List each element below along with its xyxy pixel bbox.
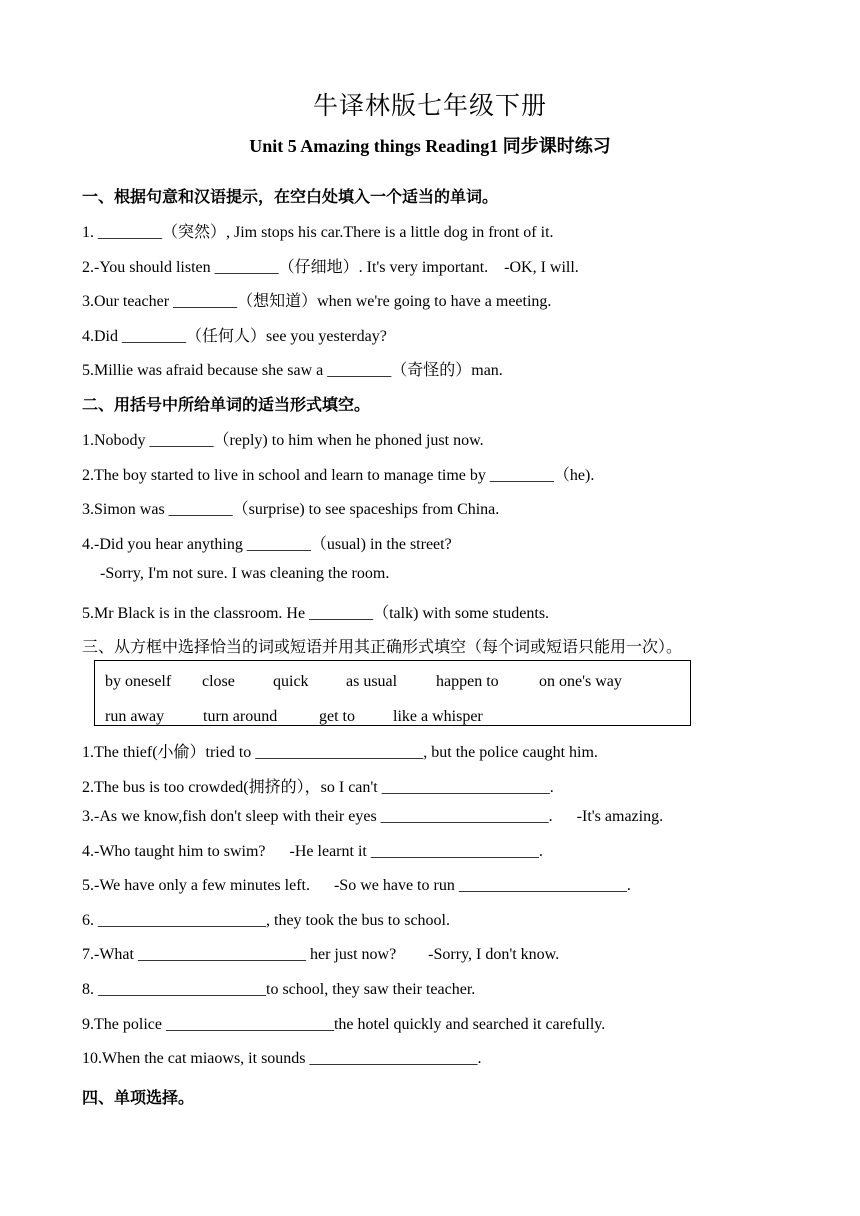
section-4-heading: 四、单项选择。: [82, 1088, 195, 1107]
section-3-item: 6. _____________________, they took the bus to school.: [82, 912, 450, 929]
word-bank-item: by oneself: [105, 673, 172, 690]
word-bank-item: get to: [319, 708, 355, 725]
section-3-item: 9.The police _____________________the hotel quickly and searched it carefully.: [82, 1016, 606, 1033]
page-title: 牛译林版七年级下册: [312, 91, 547, 120]
word-bank-item: like a whisper: [393, 708, 483, 725]
section-3-heading: 三、从方框中选择恰当的词或短语并用其正确形式填空（每个词或短语只能用一次）。: [82, 637, 683, 656]
section-3-item: 7.-What _____________________ her just now? -Sorry, I don't know.: [82, 946, 560, 963]
word-bank-item: close: [202, 673, 235, 690]
section-3-item: 3.-As we know,fish don't sleep with their eyes _____________________. -It's amazing.: [82, 808, 664, 825]
word-bank-item: on one's way: [539, 673, 622, 690]
word-bank-item: happen to: [436, 673, 499, 690]
word-bank-item: turn around: [203, 708, 278, 725]
section-3-item: 10.When the cat miaows, it sounds _____________________.: [82, 1050, 482, 1067]
section-3-item: 5.-We have only a few minutes left. -So we have to run _____________________.: [82, 877, 631, 894]
section-1-item: 2.-You should listen ________（仔细地）. It's very important. -OK, I will.: [82, 259, 579, 276]
section-2-item: 1.Nobody ________（reply) to him when he phoned just now.: [82, 432, 484, 449]
section-2-item: 3.Simon was ________（surprise) to see spaceships from China.: [82, 501, 500, 518]
section-3-item: 4.-Who taught him to swim? -He learnt it _____________________.: [82, 843, 543, 860]
section-2-item: 2.The boy started to live in school and learn to manage time by ________（he).: [82, 467, 595, 484]
section-2-heading: 二、用括号中所给单词的适当形式填空。: [82, 395, 371, 414]
section-1-heading: 一、根据句意和汉语提示，在空白处填入一个适当的单词。: [82, 187, 499, 206]
section-2-item: 4.-Did you hear anything ________（usual) in the street?: [82, 536, 452, 553]
section-1-item: 4.Did ________（任何人）see you yesterday?: [82, 328, 387, 345]
section-1-item: 3.Our teacher ________（想知道）when we're going to have a meeting.: [82, 293, 552, 310]
section-3-item: 2.The bus is too crowded(拥挤的），so I can't _____________________.: [82, 779, 554, 796]
section-3-item: 8. _____________________to school, they saw their teacher.: [82, 981, 476, 998]
word-bank-item: as usual: [346, 673, 398, 690]
section-2-item: -Sorry, I'm not sure. I was cleaning the room.: [100, 565, 390, 582]
section-1-item: 1. ________（突然）, Jim stops his car.There is a little dog in front of it.: [82, 224, 554, 241]
word-bank-box: [94, 660, 691, 726]
page-subtitle: Unit 5 Amazing things Reading1 同步课时练习: [249, 136, 611, 156]
section-2-item: 5.Mr Black is in the classroom. He ________（talk) with some students.: [82, 605, 550, 622]
section-1-item: 5.Millie was afraid because she saw a ________（奇怪的）man.: [82, 362, 503, 379]
word-bank-item: run away: [105, 708, 165, 725]
section-3-item: 1.The thief(小偷）tried to _____________________, but the police caught him.: [82, 744, 598, 761]
word-bank-item: quick: [273, 673, 309, 690]
